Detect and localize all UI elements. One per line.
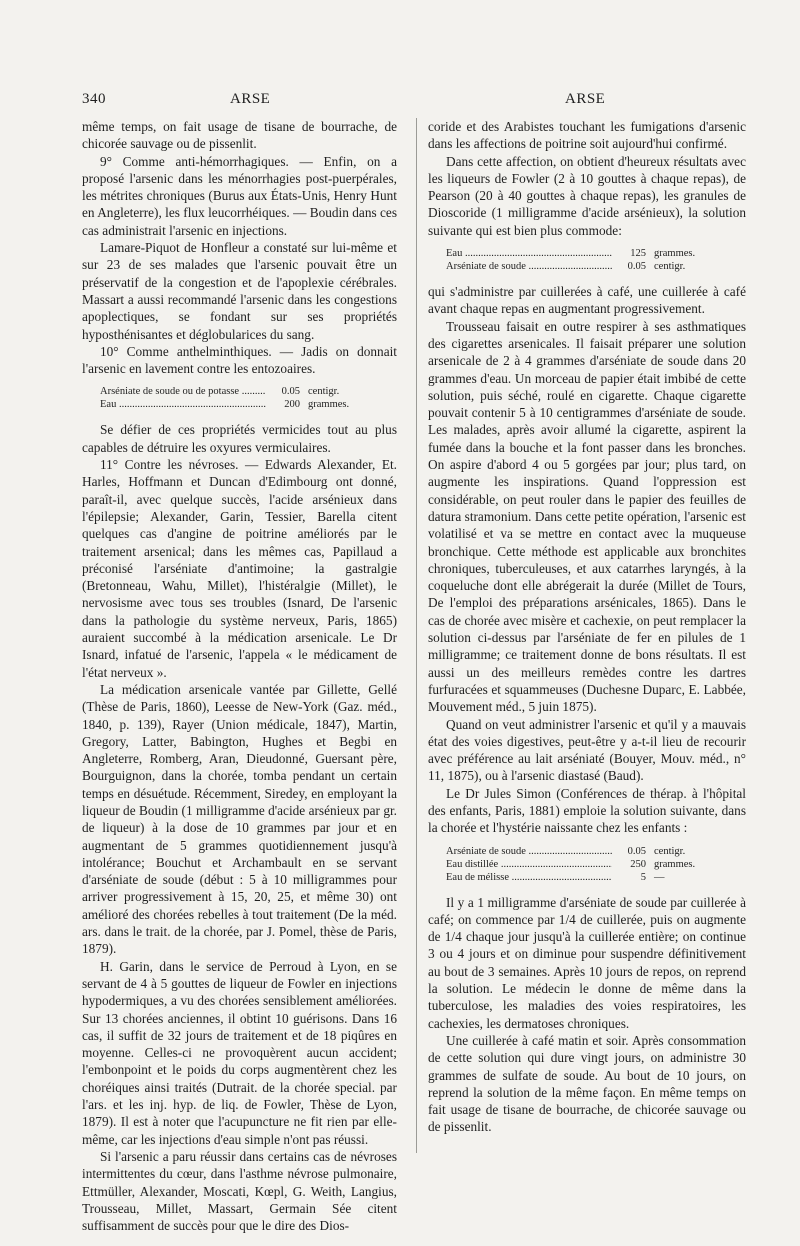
ingredient-qty: 0.05 <box>281 386 300 398</box>
ingredient-unit: grammes. <box>654 248 696 260</box>
paragraph: même temps, on fait usage de tisane de bourrache, de chicorée sauvage ou de pissenlit. <box>82 119 397 152</box>
formula-table <box>100 385 370 411</box>
ingredient-qty: 200 <box>284 399 300 411</box>
paragraph: Trousseau faisait en outre respirer à ses asthmatiques des cigarettes arsenicales. Il faisait préparer une solution arsenicale de 2 à 4 grammes d'arséniate de soude dans 20 grammes d'eau. Un morceau de papier était imbibé de cette solution, puis séché, roulé en cigarette. Chaque cigarette pouvait contenir 5 à 10 centigrammes d'arséniate de soude. Les malades, après avoir allumé la cigarette, aspirent la fumée dans la bouche et la font passer dans les bronches. On aspire d'abord 4 ou 5 gorgées par jour; plus tard, on augmente les inspirations. Quand l'oppression est considérable, on peut rouler dans le papier des feuilles de datura stramonium. Dans cette petite opération, l'arsenic est volatilisé et va se mettre en contact avec la muqueuse bronchique. Cette méthode est applicable aux bronchites chroniques, tuberculeuses, et aux catarrhes laryngés, à la coqueluche dont elle abrégerait la durée (Millet de Tours, De l'emploi des préparations arsénicales, 1865). Dans le cas de chorée avec misère et cachexie, on peut remplacer la solution ci-dessus par l'arséniate de fer en pilules de 1 milligramme; ce traitement donne de bons résultats. Il est aussi un des meilleurs remèdes contre les dartres furfuracées et squammeuses (Duchesne Duparc, E. Labbée, Mouvement méd., 5 juin 1875). <box>428 318 746 715</box>
formula-row <box>100 398 370 411</box>
ingredient-qty: 125 <box>630 248 646 260</box>
paragraph: coride et des Arabistes touchant les fumigations d'arsenic dans les affections de poitrine soit aujourd'hui confirmé. <box>428 119 746 152</box>
formula-row <box>446 247 716 260</box>
paragraph: 11° Contre les névroses. — Edwards Alexander, Et. Harles, Hoffmann et Duncan d'Edimbourg ont donné, paraît-il, avec quelque succès, l'acide arsénieux dans l'épilepsie; Alexander, Garin, Tessier, Barella citent quelques cas d'angine de poitrine améliorés par le traitement arsenical; dans les mêmes cas, Papillaud a préconisé l'arséniate d'antimoine; la gastralgie (Bretonneau, Wahu, Millet), l'histéralgie (Millet), le nervosisme avec tous ses troubles (Isnard, De l'arsenic dans la pathologie du système nerveux, Paris, 1865) auraient succombé à la médication arsenicale. Le Dr Isnard, infatué de l'arsenic, l'appela « le médicament de l'état nerveux ». <box>82 457 397 680</box>
paragraph: Se défier de ces propriétés vermicides tout au plus capables de détruire les oxyures vermiculaires. <box>82 422 397 455</box>
ingredient-qty: 0.05 <box>627 261 646 273</box>
ingredient-unit: centigr. <box>654 845 686 857</box>
formula-row <box>446 845 716 858</box>
paragraph: Une cuillerée à café matin et soir. Après consommation de cette solution qui dure vingt jours, on administre 30 grammes de sulfate de soude. Au bout de 10 jours, on reprend la solution de la même façon. En même temps on fait usage de tisane de bourrache, de chicorée sauvage ou de pissenlit. <box>428 1032 746 1135</box>
formula-table <box>446 845 716 884</box>
formula-table <box>446 247 716 273</box>
ingredient-name: Eau distillée ..... <box>446 858 612 871</box>
right-column <box>428 118 746 1136</box>
running-head-left: ARSE <box>230 91 271 107</box>
paragraph: Dans cette affection, on obtient d'heureux résultats avec les liqueurs de Fowler (2 à 10 gouttes à chaque repas), de Pearson (20 à 40 gouttes à chaque repas), les granules de Dioscoride (1 milligramme d'acide arsénieux), la solution suivante qui est bien plus commode: <box>428 153 746 238</box>
ingredient-qty: 5 <box>640 871 646 883</box>
column-divider <box>416 118 417 1153</box>
ingredient-unit: centigr. <box>654 261 686 273</box>
ingredient-name: Arséniate de soude ..... <box>446 845 612 858</box>
paragraph: 9° Comme anti-hémorrhagiques. — Enfin, on a proposé l'arsenic dans les ménorrhagies post-puerpérales, les métrites chroniques (Burus aux États-Unis, Henry Hunt en Angleterre), les flux leucorrhéiques. — Boudin dans ces cas administrait l'arsenic en injections. <box>82 153 397 238</box>
paragraph: Lamare-Piquot de Honfleur a constaté sur lui-même et sur 23 de ses malades que l'arsenic pouvait être un préservatif de la congestion et de l'apoplexie cérébrales. Massart a aussi recommandé l'arsenic dans les congestions apoplectiques, se fondant sur ses propriétés hyposthénisantes et déglobularices du sang. <box>82 240 397 342</box>
ingredient-unit: centigr. <box>308 386 340 398</box>
ingredient-name: Eau ..... <box>100 398 266 411</box>
paragraph: 10° Comme anthelminthiques. — Jadis on donnait l'arsenic en lavement contre les entozoaires. <box>82 343 397 377</box>
formula-row <box>446 858 716 871</box>
left-column <box>82 118 397 1234</box>
formula-row <box>446 260 716 273</box>
ingredient-unit: grammes. <box>654 858 696 870</box>
formula-row <box>446 871 716 884</box>
ingredient-unit: — <box>654 871 665 883</box>
paragraph: La médication arsenicale vantée par Gillette, Gellé (Thèse de Paris, 1860), Leesse de New-York (Gaz. méd., 1840, p. 139), Rayer (Union médicale, 1847), Martin, Gregory, Latter, Babington, Hughes et Begbi en Angleterre, Romberg, Aran, Dieudonné, Guersant père, Bourguignon, dans la chorée, tomba pendant un certain temps en désuétude. Récemment, Siredey, en employant la liqueur de Boudin (1 milligramme d'acide arsénieux par gr. de liqueur) à la dose de 10 grammes par jour et en augmentant de 5 grammes quotidiennement jusqu'à intolérance; Bouchut et Archambault en se servant d'arséniate de soude (début : 5 à 10 milligrammes pour arriver progressivement à 15, 20, 25, et même 30) ont amélioré des chorées rebelles à tout traitement (De la méd. ars. dans le trait. de la chorée, par J. Pomel, thèse de Paris, 1879). <box>82 681 397 957</box>
ingredient-qty: 0.05 <box>627 845 646 857</box>
paragraph: Il y a 1 milligramme d'arséniate de soude par cuillerée à café; on commence par 1/4 de cuillerée, puis on augmente de 1/4 chaque jour jusqu'à la cuillerée entière; on continue 3 ou 4 jours et on diminue pour suspendre définitivement au bout de 3 semaines. Après 10 jours de repos, on reprend la solution. Le médecin le donne de même dans la tuberculose, les maladies des voies respiratoires, les cachexies, les dermatoses chroniques. <box>428 894 746 1031</box>
paragraph: Le Dr Jules Simon (Conférences de thérap. à l'hôpital des enfants, Paris, 1881) emploie la solution suivante, dans la chorée et l'hystérie naissante chez les enfants : <box>428 785 746 836</box>
ingredient-name: Eau ..... <box>446 247 612 260</box>
paragraph: qui s'administre par cuillerées à café, une cuillerée à café avant chaque repas en augmentant progressivement. <box>428 284 746 317</box>
paragraph: H. Garin, dans le service de Perroud à Lyon, en se servant de 4 à 5 gouttes de liqueur de Fowler en injections hypodermiques, a vu des chorées sensiblement améliorées. Sur 13 chorées anciennes, il obtint 10 guérisons. Dans 16 cas, il suffit de 32 jours de traitement et de 18 piqûres en moyenne. Celles-ci ne provoquèrent aucun accident; l'embonpoint et le poids du corps augmentèrent chez les choréiques ainsi traités (Dutrait. de la chorée special. par l'ars. et les inj. hyp. de liq. de Fowler, Thèse de Lyon, 1879). Il est à noter que l'acupuncture ne fit rien par elle-même, car les injections d'eau simple n'ont pas réussi. <box>82 958 397 1147</box>
ingredient-unit: grammes. <box>308 399 350 411</box>
ingredient-name: Arséniate de soude ou de potasse ..... <box>100 385 266 398</box>
ingredient-name: Arséniate de soude ..... <box>446 260 612 273</box>
paragraph: Quand on veut administrer l'arsenic et qu'il y a mauvais état des voies digestives, peut-être y a-t-il lieu de recourir avec préférence au lait arséniaté (Bouyer, Mouv. méd., n° 11, 1875), ou à l'arsenic diastasé (Baud). <box>428 716 746 784</box>
ingredient-qty: 250 <box>630 858 646 870</box>
paragraph: Si l'arsenic a paru réussir dans certains cas de névroses intermittentes du cœur, dans l'asthme névrose pulmonaire, Ettmüller, Alexander, Moscati, Kœpl, G. Weith, Langius, Trousseau, Millet, Massart, Germain Sée citent suffisamment de succès pour que le dire des Dios- <box>82 1148 397 1234</box>
ingredient-name: Eau de mélisse ..... <box>446 871 612 884</box>
page-number: 340 <box>82 91 106 107</box>
formula-row <box>100 385 370 398</box>
running-head-right: ARSE <box>565 91 606 107</box>
